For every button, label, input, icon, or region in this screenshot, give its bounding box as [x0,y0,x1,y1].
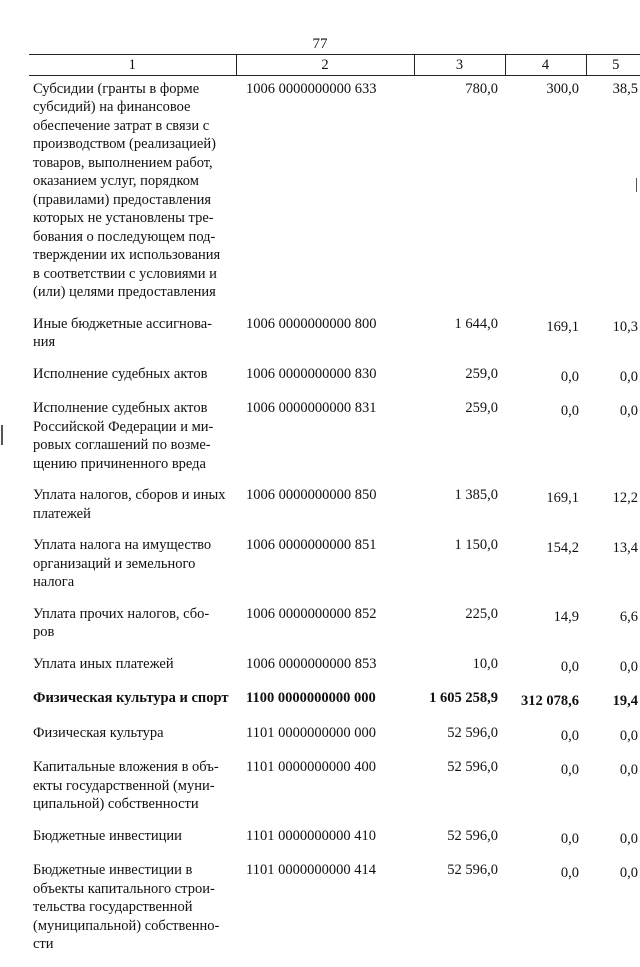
table-row [29,861,640,967]
executed-amount-cell: 14,9 [553,608,579,625]
table-row [29,536,640,605]
planned-amount-cell: 10,0 [472,655,498,672]
planned-amount-cell: 1 150,0 [454,537,498,553]
page-number: 77 [312,36,328,52]
row-name-cell: Исполнение судебных актов [33,365,208,382]
execution-percent-cell: 38,5 [612,80,638,97]
row-name-cell: Капитальные вложения в объ-екты государственной (муни-ципальной) собственности [33,759,219,812]
budget-code-cell: 1100 0000000000 000 [246,690,376,706]
table-row [29,827,640,862]
executed-amount-cell: 0,0 [560,658,579,675]
row-name-cell: Бюджетные инвестиции [33,827,182,844]
row-name-cell: Уплата прочих налогов, сбо-ров [33,605,210,640]
table-row [29,724,640,759]
planned-amount-cell: 1 644,0 [454,315,498,332]
executed-amount-cell: 0,0 [560,403,579,419]
column-header-5: 5 [586,55,640,76]
execution-percent-cell: 0,0 [619,830,638,847]
budget-code-cell: 1006 0000000000 830 [246,365,377,382]
column-number-header-row [29,55,640,76]
execution-percent-cell: 12,2 [612,490,638,506]
executed-amount-cell: 169,1 [546,490,579,506]
table-row [29,689,640,724]
column-header-4: 4 [505,55,586,76]
table-row [29,605,640,655]
planned-amount-cell: 259,0 [465,365,498,382]
table-row [29,75,640,315]
planned-amount-cell: 52 596,0 [447,827,498,844]
row-name-cell: Исполнение судебных актов Российской Федерации и ми-ровых соглашений по возме-щению причиненного вреда [33,400,214,472]
row-name-cell: Уплата налогов, сборов и иных платежей [33,487,226,522]
execution-percent-cell: 19,4 [612,693,638,709]
column-header-1: 1 [29,55,236,76]
execution-percent-cell: 0,0 [619,658,638,675]
budget-code-cell: 1101 0000000000 000 [246,724,376,741]
execution-percent-cell: 6,6 [619,608,638,625]
budget-code-cell: 1006 0000000000 851 [246,537,377,553]
scan-edge-mark [1,425,3,445]
executed-amount-cell: 300,0 [546,80,579,97]
row-name-cell: Физическая культура и спорт [33,690,229,706]
executed-amount-cell: 0,0 [560,865,579,881]
budget-code-cell: 1006 0000000000 852 [246,605,377,622]
executed-amount-cell: 154,2 [546,540,579,556]
execution-percent-cell: 10,3 [612,318,638,335]
scan-edge-mark [636,178,637,192]
row-name-cell: Уплата налога на имущество организаций и земельного налога [33,537,212,590]
planned-amount-cell: 52 596,0 [447,862,498,878]
executed-amount-cell: 0,0 [560,727,579,744]
planned-amount-cell: 259,0 [465,400,498,416]
executed-amount-cell: 312 078,6 [521,693,579,709]
execution-percent-cell: 0,0 [619,762,638,778]
planned-amount-cell: 52 596,0 [447,759,498,775]
table-row [29,365,640,400]
budget-code-cell: 1101 0000000000 410 [246,827,376,844]
execution-percent-cell: 13,4 [612,540,638,556]
row-name-cell: Иные бюджетные ассигнова-ния [33,315,212,350]
budget-code-cell: 1006 0000000000 853 [246,655,377,672]
table-row [29,758,640,827]
budget-code-cell: 1006 0000000000 800 [246,315,377,332]
table-row [29,399,640,486]
budget-code-cell: 1006 0000000000 831 [246,400,377,416]
budget-code-cell: 1006 0000000000 633 [246,80,377,97]
budget-code-cell: 1101 0000000000 400 [246,759,376,775]
planned-amount-cell: 52 596,0 [447,724,498,741]
planned-amount-cell: 780,0 [465,80,498,97]
column-header-3: 3 [414,55,505,76]
column-header-2: 2 [236,55,414,76]
row-name-cell: Физическая культура [33,724,164,741]
budget-code-cell: 1101 0000000000 414 [246,862,376,878]
table-row [29,655,640,690]
execution-percent-cell: 0,0 [619,403,638,419]
planned-amount-cell: 225,0 [465,605,498,622]
table-body [29,75,640,967]
planned-amount-cell: 1 605 258,9 [429,690,498,706]
budget-execution-table [29,54,640,967]
budget-code-cell: 1006 0000000000 850 [246,487,377,503]
executed-amount-cell: 0,0 [560,762,579,778]
row-name-cell: Субсидии (гранты в форме субсидий) на финансовое обеспечение затрат в связи с производством (реализацией) товаров, выполнением работ, оказанием услуг, порядком (правилами) предоставления которых не установлены тре-бования о последующем под-тверждении их использования в соответствии с условиями и (или) целями предоставления [33,80,221,300]
execution-percent-cell: 0,0 [619,727,638,744]
table-row [29,315,640,365]
executed-amount-cell: 0,0 [560,368,579,385]
executed-amount-cell: 0,0 [560,830,579,847]
executed-amount-cell: 169,1 [546,318,579,335]
execution-percent-cell: 0,0 [619,368,638,385]
table-row [29,486,640,536]
planned-amount-cell: 1 385,0 [454,487,498,503]
execution-percent-cell: 0,0 [619,865,638,881]
row-name-cell: Уплата иных платежей [33,655,174,672]
row-name-cell: Бюджетные инвестиции в объекты капитального строи-тельства государственной (муниципальной) собственно-сти [33,862,220,952]
